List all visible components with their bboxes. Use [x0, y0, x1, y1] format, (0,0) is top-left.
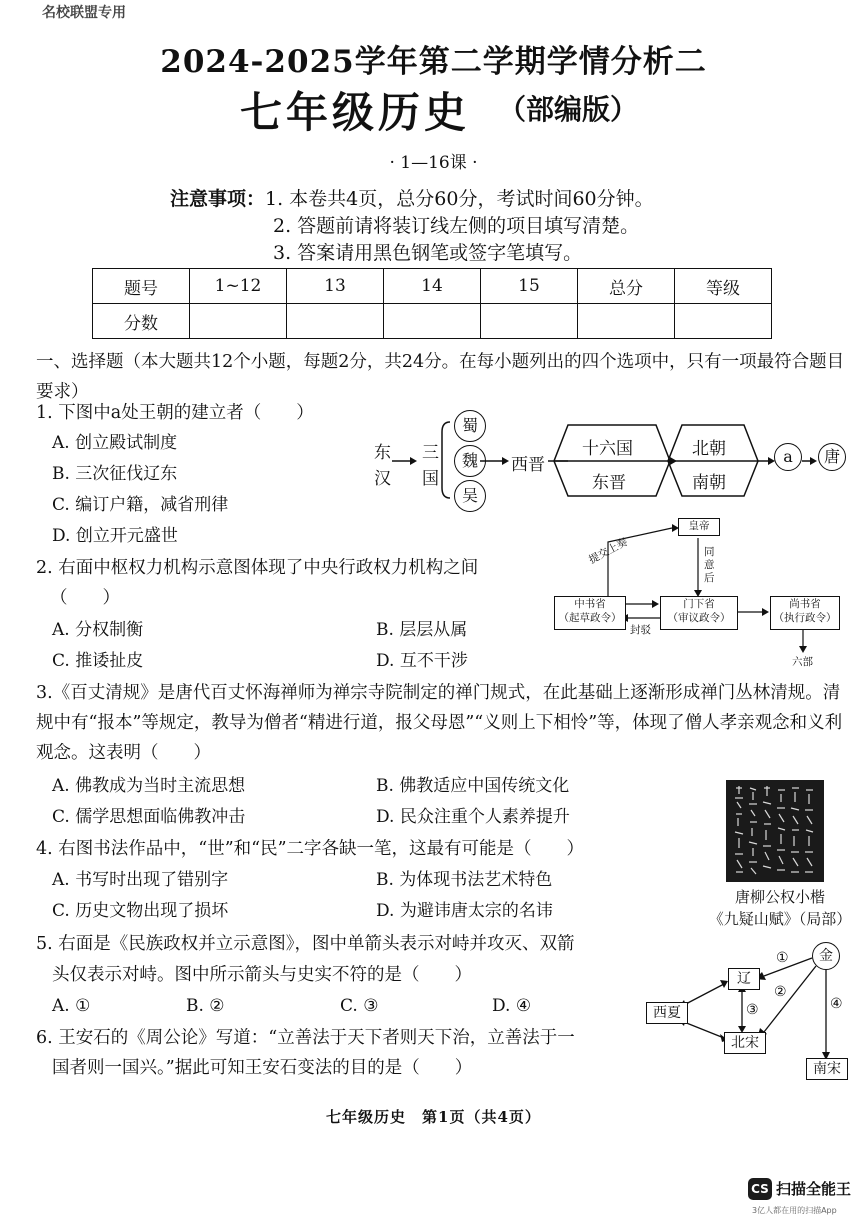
- question-1-stem: 1. 下图中a处王朝的建立者（ ）: [36, 403, 314, 423]
- dynasty-beichao: 北朝: [692, 439, 726, 459]
- score-input-cell[interactable]: [481, 304, 578, 339]
- exam-title: 2024-2025学年第二学期学情分析二: [160, 44, 707, 80]
- calligraphy-image: [726, 780, 824, 882]
- zhongshu-box: [554, 596, 626, 630]
- scanner-logo-icon: CS: [748, 1178, 772, 1200]
- score-header-cell: 14: [384, 269, 481, 304]
- lesson-scope: · 1—16课 ·: [389, 153, 478, 173]
- dynasty-diagram: [370, 408, 850, 508]
- score-header-cell: 题号: [93, 269, 190, 304]
- q3-option-c[interactable]: C. 儒学思想面临佛教冲击: [52, 807, 246, 827]
- dynasty-a: a: [774, 443, 802, 471]
- zhongshu-name: 中书省: [574, 598, 606, 610]
- score-table: [92, 268, 772, 339]
- regime-jin: 金: [812, 942, 840, 970]
- regime-nansong: 南宋: [806, 1058, 848, 1080]
- score-header-cell: 总分: [578, 269, 675, 304]
- q4-option-d[interactable]: D. 为避讳唐太宗的名讳: [376, 901, 553, 921]
- q1-option-d[interactable]: D. 创立开元盛世: [52, 526, 178, 546]
- q2-option-a[interactable]: A. 分权制衡: [52, 620, 144, 640]
- q4-option-b[interactable]: B. 为体现书法艺术特色: [376, 870, 553, 890]
- q2-option-d[interactable]: D. 互不干涉: [376, 651, 468, 671]
- question-3-stem: 3.《百丈清规》是唐代百丈怀海禅师为禅宗寺院制定的禅门规式，在此基础上逐渐形成禅门丛林清规。清规中有“报本”等规定，教导为僧者“精进行道，报父母恩”“义则上下相怜”等，体现了僧人孝亲观念和义利观念。这表明（ ）: [36, 683, 843, 763]
- dynasty-label: 汉: [374, 469, 391, 489]
- question-6-stem-2: 国者则一国兴。”据此可知王安石变法的目的是（ ）: [52, 1058, 473, 1078]
- question-5-stem: 5. 右面是《民族政权并立示意图》，图中单箭头表示对峙并攻灭、双箭: [36, 934, 575, 954]
- q2-option-b[interactable]: B. 层层从属: [376, 620, 468, 640]
- submit-label: 提交上奏: [586, 536, 630, 567]
- central-power-lines: [548, 512, 848, 672]
- q5-option-c[interactable]: C. ③: [340, 996, 379, 1016]
- arrow-num: ③: [746, 1002, 759, 1018]
- calligraphy-caption: [700, 886, 860, 930]
- notice-label: 注意事项：: [170, 188, 266, 210]
- question-6-stem: 6. 王安石的《周公论》写道：“立善法于天下者则天下治，立善法于一: [36, 1028, 575, 1048]
- scanner-slogan: 3亿人都在用的扫描App: [752, 1206, 837, 1215]
- regime-beisong: 北宋: [724, 1032, 766, 1054]
- shangshu-role: （执行政令）: [773, 612, 837, 624]
- question-5-stem-2: 头仅表示对峙。图中所示箭头与史实不符的是（ ）: [52, 965, 472, 985]
- emperor-box: 皇帝: [678, 518, 720, 536]
- score-header-cell: 15: [481, 269, 578, 304]
- regime-xixia: 西夏: [646, 1002, 688, 1024]
- dynasty-label: 国: [422, 469, 439, 489]
- section-heading: 一、选择题（本大题共12个小题，每题2分，共24分。在每小题列出的四个选项中，只有一项最符合题目要求）: [36, 352, 845, 402]
- score-header-cell: 13: [287, 269, 384, 304]
- notice-block: [170, 186, 654, 267]
- dynasty-dongjin: 东晋: [592, 473, 626, 493]
- question-4-stem: 4. 右图书法作品中，“世”和“民”二字各缺一笔，这最有可能是（ ）: [36, 839, 585, 859]
- score-input-cell[interactable]: [578, 304, 675, 339]
- regime-liao: 辽: [728, 968, 760, 990]
- q3-option-d[interactable]: D. 民众注重个人素养提升: [376, 807, 570, 827]
- dynasty-tang: 唐: [818, 443, 846, 471]
- caption-line: 唐柳公权小楷: [734, 888, 825, 906]
- subject-title: 七年级历史: [240, 88, 471, 137]
- q3-option-b[interactable]: B. 佛教适应中国传统文化: [376, 776, 570, 796]
- edition-label: （部编版）: [498, 93, 639, 126]
- question-2-stem: 2. 右面中枢权力机构示意图体现了中央行政权力机构之间: [36, 558, 479, 578]
- dynasty-shiliuguo: 十六国: [582, 439, 633, 459]
- q4-option-c[interactable]: C. 历史文物出现了损坏: [52, 901, 229, 921]
- notice-item: 1. 本卷共4页，总分60分，考试时间60分钟。: [265, 188, 654, 210]
- arrow-num: ①: [776, 950, 789, 966]
- score-header-cell: 等级: [675, 269, 772, 304]
- dynasty-wu: 吴: [454, 480, 486, 512]
- notice-item: 3. 答案请用黑色钢笔或签字笔填写。: [273, 242, 583, 264]
- dynasty-label: 东: [374, 443, 391, 463]
- q2-option-c[interactable]: C. 推诿扯皮: [52, 651, 144, 671]
- q1-option-a[interactable]: A. 创立殿试制度: [52, 433, 178, 453]
- q1-option-b[interactable]: B. 三次征伐辽东: [52, 464, 178, 484]
- score-input-cell[interactable]: [675, 304, 772, 339]
- zhongshu-role: （起草政令）: [558, 612, 622, 624]
- q4-option-a[interactable]: A. 书写时出现了错别字: [52, 870, 229, 890]
- central-power-diagram: [548, 512, 848, 672]
- shangshu-box: [770, 596, 840, 630]
- question-2-paren: （ ）: [50, 588, 120, 608]
- q5-option-d[interactable]: D. ④: [492, 996, 532, 1016]
- menxia-box: [660, 596, 738, 630]
- shangshu-name: 尚书省: [789, 598, 821, 610]
- q5-option-b[interactable]: B. ②: [186, 996, 225, 1016]
- dynasty-xijin: 西晋: [511, 455, 545, 475]
- liubu-label: 六部: [792, 656, 813, 668]
- score-input-cell[interactable]: [384, 304, 481, 339]
- approve-label: 同意后: [704, 546, 715, 584]
- menxia-name: 门下省: [683, 598, 715, 610]
- regime-diagram: [640, 940, 860, 1080]
- menxia-role: （审议政令）: [667, 612, 731, 624]
- dynasty-wei: 魏: [454, 445, 486, 477]
- scanner-name: 扫描全能王: [776, 1180, 852, 1198]
- page-footer: 七年级历史 第1页（共4页）: [326, 1108, 541, 1126]
- score-input-cell[interactable]: [190, 304, 287, 339]
- notice-item: 2. 答题前请将装订线左侧的项目填写清楚。: [273, 215, 640, 237]
- reject-label: 封驳: [630, 624, 651, 636]
- dynasty-nanchao: 南朝: [692, 473, 726, 493]
- score-row-label: 分数: [93, 304, 190, 339]
- q1-option-c[interactable]: C. 编订户籍，减省刑律: [52, 495, 229, 515]
- caption-line: 《九疑山赋》（局部）: [708, 910, 852, 928]
- q3-option-a[interactable]: A. 佛教成为当时主流思想: [52, 776, 246, 796]
- arrow-num: ②: [774, 984, 787, 1000]
- dynasty-label: 三: [422, 443, 439, 463]
- score-input-cell[interactable]: [287, 304, 384, 339]
- q5-option-a[interactable]: A. ①: [52, 996, 91, 1016]
- arrow-num: ④: [830, 996, 843, 1012]
- dynasty-shu: 蜀: [454, 410, 486, 442]
- calligraphy-strokes: [728, 782, 822, 880]
- top-stamp: 名校联盟专用: [42, 5, 126, 21]
- score-header-cell: 1~12: [190, 269, 287, 304]
